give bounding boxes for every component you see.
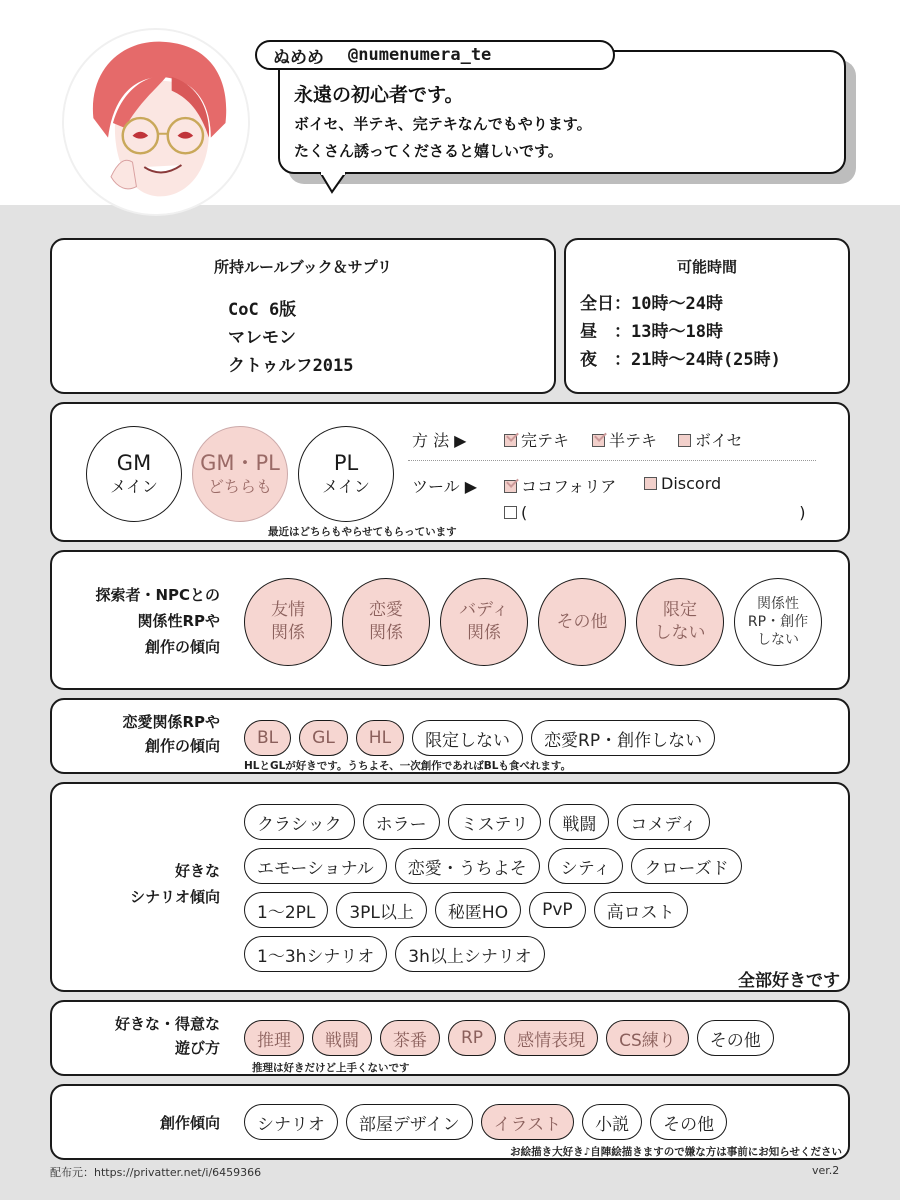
avatar	[62, 28, 250, 216]
checkbox-icon	[592, 434, 605, 447]
option-sublabel: 関係	[467, 623, 501, 643]
tool-option[interactable]	[644, 474, 721, 493]
checkbox-icon	[644, 477, 657, 490]
option-sublabel: 関係	[369, 623, 403, 643]
creative-option[interactable]: シナリオ	[244, 1104, 338, 1140]
method-option[interactable]	[504, 428, 569, 451]
role-option-gm[interactable]	[86, 426, 182, 522]
method-option-label: ボイセ	[695, 431, 743, 450]
relationship-option-none[interactable]	[734, 578, 822, 666]
tool-option-label: ココフォリア	[521, 477, 617, 496]
version-label: ver.2	[812, 1164, 840, 1177]
tool-label: ツール ▶	[412, 477, 478, 496]
scenario-option[interactable]: 1～3hシナリオ	[244, 936, 387, 972]
relationship-label	[52, 582, 220, 660]
availability-row: 全日：10時～24時	[580, 294, 723, 314]
label-line: 創作の傾向	[144, 638, 220, 656]
romance-option-hl[interactable]: HL	[356, 720, 404, 756]
checkbox-icon	[678, 434, 691, 447]
creative-options	[244, 1104, 727, 1140]
creative-label: 創作傾向	[159, 1114, 220, 1132]
creative-option[interactable]: その他	[650, 1104, 727, 1140]
availability-list	[580, 290, 781, 374]
bio-line: 永遠の初心者です。	[294, 84, 464, 106]
scenario-label	[52, 858, 220, 910]
play-style-option[interactable]: RP	[448, 1020, 496, 1056]
scenario-option[interactable]: 戦闘	[549, 804, 609, 840]
option-label: その他	[556, 611, 608, 632]
label-line: 好きな	[174, 862, 220, 880]
relationship-panel	[50, 550, 850, 690]
scenario-option[interactable]: エモーショナル	[244, 848, 387, 884]
source-credit: 配布元：https://privatter.net/i/6459366	[50, 1166, 262, 1179]
checkbox-icon	[504, 480, 517, 493]
tool-other-field: ( )	[521, 503, 806, 522]
option-sublabel: しない	[757, 632, 799, 648]
scenario-option[interactable]: 恋愛・うちよそ	[395, 848, 540, 884]
role-option-label: PL	[333, 451, 359, 475]
role-option-label: GM	[116, 451, 152, 475]
checkbox-icon	[504, 434, 517, 447]
username: @numenumera_te	[348, 45, 492, 65]
label-line: 恋愛関係RPや	[122, 713, 220, 731]
method-option[interactable]	[678, 428, 743, 451]
method-option[interactable]	[592, 428, 657, 451]
role-option-label: GM・PL	[200, 451, 280, 475]
method-option-label: 完テキ	[521, 431, 570, 450]
scenario-option[interactable]: シティ	[548, 848, 624, 884]
scenario-option[interactable]: ミステリ	[448, 804, 542, 840]
method-option-label: 半テキ	[609, 431, 658, 450]
relationship-option-other[interactable]	[538, 578, 626, 666]
method-label: 方 法 ▶	[412, 431, 467, 450]
option-sublabel: RP・創作	[747, 614, 809, 630]
romance-panel	[50, 698, 850, 774]
play-style-option[interactable]: 推理	[244, 1020, 304, 1056]
play-style-options	[244, 1020, 774, 1056]
option-label: 限定	[663, 600, 697, 620]
label-line: シナリオ傾向	[130, 888, 220, 906]
handle: ぬめめ	[273, 47, 324, 68]
scenario-note: 全部好きです	[738, 971, 840, 991]
play-style-option[interactable]: 茶番	[380, 1020, 440, 1056]
scenario-option[interactable]: クラシック	[244, 804, 355, 840]
creative-option[interactable]: 部屋デザイン	[346, 1104, 473, 1140]
rulebooks-title: 所持ルールブック＆サプリ	[213, 258, 393, 276]
availability-panel	[564, 238, 850, 394]
scenario-panel	[50, 782, 850, 992]
bio-line: ボイセ、半テキ、完テキなんでもやります。	[294, 115, 592, 133]
role-panel	[50, 402, 850, 542]
play-style-label	[52, 1012, 220, 1060]
scenario-option[interactable]: クローズド	[631, 848, 741, 884]
play-style-note: 推理は好きだけど上手くないです	[252, 1062, 410, 1074]
bio-line: たくさん誘ってくださると嬉しいです。	[294, 142, 563, 160]
romance-option-bl[interactable]: BL	[244, 720, 291, 756]
checkbox-icon	[504, 506, 517, 519]
scenario-option[interactable]: PvP	[529, 892, 586, 928]
relationship-option-friendship[interactable]	[244, 578, 332, 666]
play-style-panel	[50, 1000, 850, 1076]
scenario-option[interactable]: 1～2PL	[244, 892, 328, 928]
relationship-option-romance[interactable]	[342, 578, 430, 666]
scenario-option[interactable]: ホラー	[363, 804, 440, 840]
rulebooks-list	[228, 296, 354, 380]
tool-option-label: Discord	[661, 474, 722, 493]
availability-row: 昼 ：13時～18時	[580, 322, 723, 342]
label-line: 関係性RPや	[137, 612, 220, 630]
tool-option-other[interactable]	[504, 500, 806, 523]
scenario-option[interactable]: コメディ	[617, 804, 710, 840]
role-option-pl[interactable]	[298, 426, 394, 522]
scenario-options	[244, 804, 804, 972]
option-label: 恋愛	[369, 600, 403, 620]
label-line: 創作の傾向	[144, 737, 220, 755]
rulebook-item: クトゥルフ2015	[228, 356, 354, 376]
creative-panel	[50, 1084, 850, 1160]
creative-option[interactable]: 小説	[582, 1104, 642, 1140]
romance-option-none[interactable]: 恋愛RP・創作しない	[531, 720, 715, 756]
scenario-option[interactable]: 秘匿HO	[435, 892, 521, 928]
availability-row: 夜 ：21時～24時(25時)	[580, 350, 781, 370]
bubble-tail	[318, 172, 348, 194]
name-tag	[255, 40, 615, 70]
label-line: 遊び方	[174, 1039, 220, 1057]
role-option-sublabel: メイン	[322, 477, 370, 496]
play-style-option[interactable]: CS練り	[606, 1020, 689, 1056]
relationship-option-buddy[interactable]	[440, 578, 528, 666]
play-style-option[interactable]: 戦闘	[312, 1020, 372, 1056]
scenario-option[interactable]: 高ロスト	[594, 892, 688, 928]
option-sublabel: 関係	[271, 623, 305, 643]
avatar-illustration	[64, 30, 248, 214]
availability-title: 可能時間	[676, 258, 737, 276]
role-option-sublabel: メイン	[110, 477, 158, 496]
label-line: 探索者・NPCとの	[95, 586, 220, 604]
romance-label	[52, 710, 220, 758]
role-option-both[interactable]	[192, 426, 288, 522]
scenario-option[interactable]: 3h以上シナリオ	[395, 936, 544, 972]
romance-options	[244, 720, 715, 756]
option-label: 関係性	[757, 596, 799, 612]
romance-note: HLとGLが好きです。うちよそ、一次創作であればBLも食べれます。	[244, 760, 572, 772]
scenario-option[interactable]: 3PL以上	[336, 892, 427, 928]
creative-note: お絵描き大好き♪自陣絵描きますので嫌な方は事前にお知らせください	[510, 1146, 842, 1158]
tool-option[interactable]	[504, 474, 616, 497]
rulebook-item: マレモン	[228, 328, 296, 348]
play-style-option[interactable]: 感情表現	[504, 1020, 598, 1056]
role-note: 最近はどちらもやらせてもらっています	[268, 526, 457, 538]
rulebooks-panel	[50, 238, 556, 394]
romance-option-no-limit[interactable]: 限定しない	[412, 720, 523, 756]
option-label: 友情	[271, 600, 305, 620]
option-label: バディ	[459, 600, 509, 620]
relationship-option-no-limit[interactable]	[636, 578, 724, 666]
play-style-option[interactable]: その他	[697, 1020, 774, 1056]
romance-option-gl[interactable]: GL	[299, 720, 348, 756]
rulebook-item: CoC 6版	[228, 300, 297, 320]
option-sublabel: しない	[654, 623, 706, 643]
creative-option[interactable]: イラスト	[481, 1104, 575, 1140]
role-option-sublabel: どちらも	[207, 477, 272, 496]
divider	[408, 460, 816, 461]
label-line: 好きな・得意な	[114, 1015, 220, 1033]
